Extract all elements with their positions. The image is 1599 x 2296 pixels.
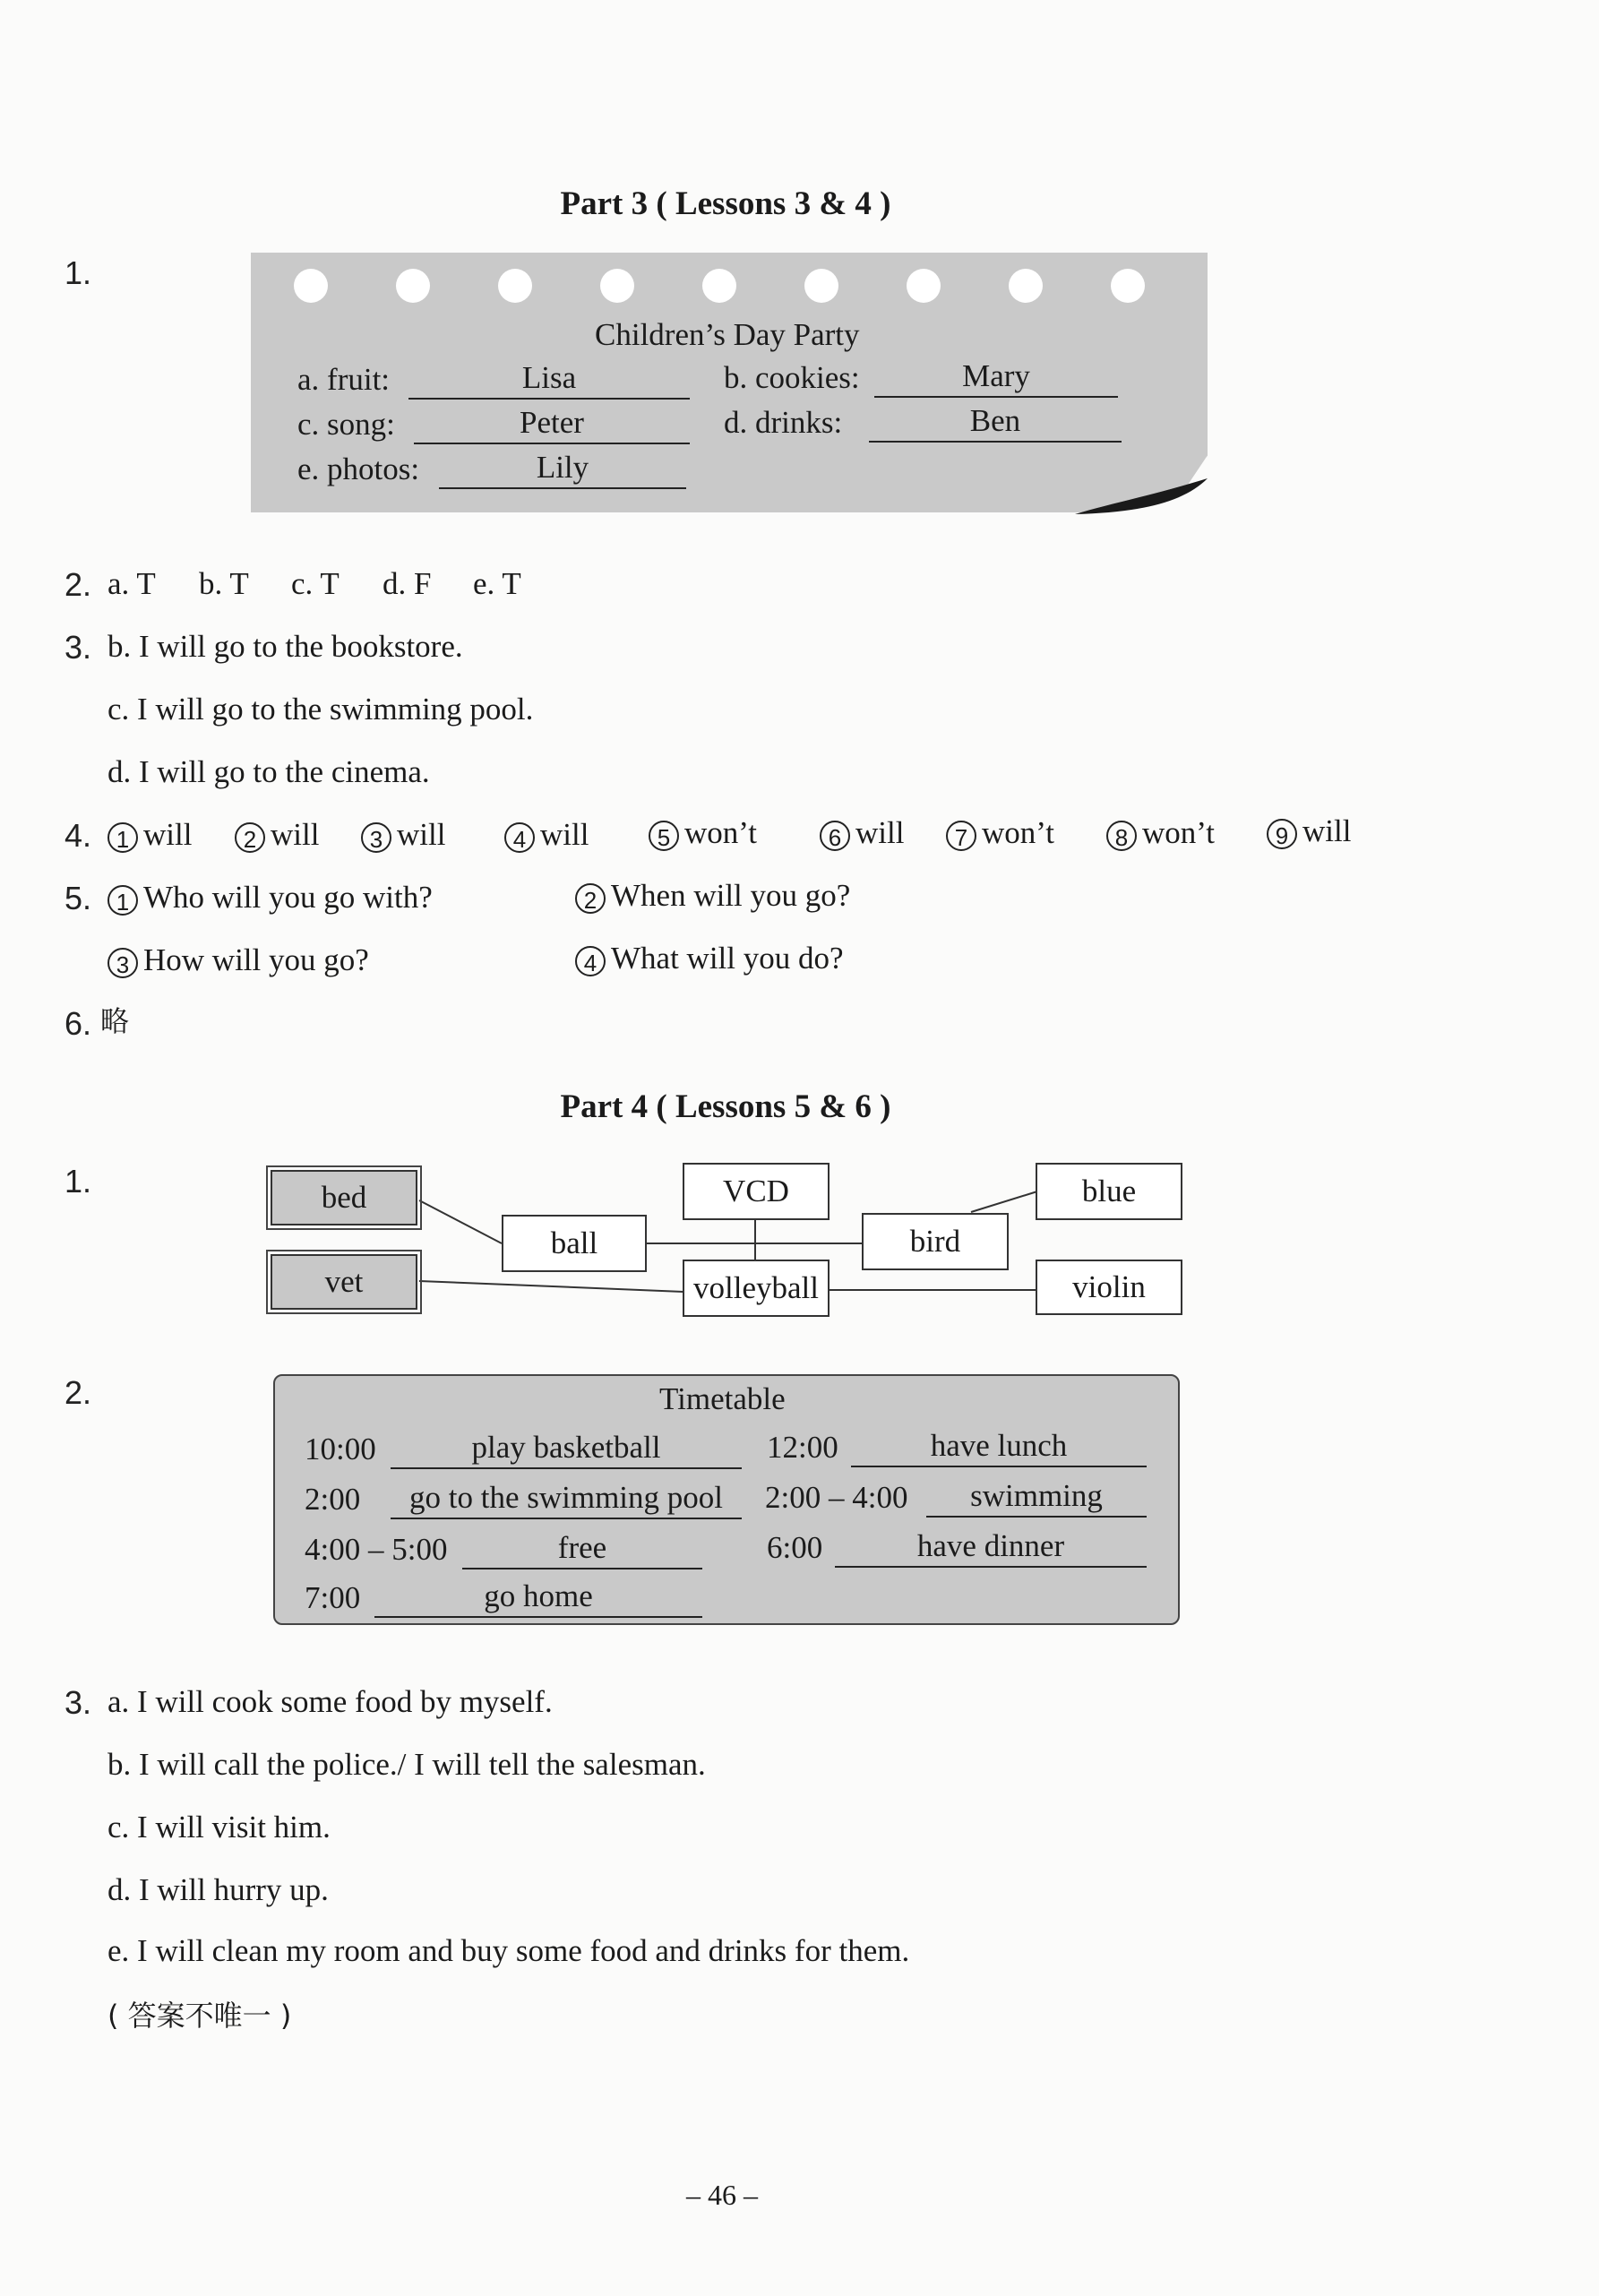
q5-text: How will you go? bbox=[143, 942, 369, 977]
circled-number: 8 bbox=[1106, 821, 1137, 851]
song-answer: Peter bbox=[414, 405, 690, 444]
q5-text: Who will you go with? bbox=[143, 880, 433, 915]
circled-number: 4 bbox=[504, 822, 535, 853]
q4-word: will bbox=[1302, 813, 1352, 848]
q4-word: will bbox=[540, 817, 589, 852]
question-number: 6. bbox=[64, 1005, 92, 1042]
circled-number: 3 bbox=[107, 948, 138, 978]
answer-line: c. I will visit him. bbox=[107, 1810, 331, 1845]
cookies-label: b. cookies: bbox=[724, 360, 860, 395]
tf-answer: a. T bbox=[107, 566, 156, 601]
page-number: – 46 – bbox=[686, 2179, 758, 2211]
q4-word: won’t bbox=[684, 815, 758, 850]
question-number: 2. bbox=[64, 566, 92, 603]
activity-answer: swimming bbox=[926, 1478, 1147, 1518]
activity-answer: have dinner bbox=[835, 1528, 1147, 1568]
word-box-vet: vet bbox=[271, 1254, 417, 1310]
time-label: 12:00 bbox=[767, 1430, 838, 1465]
circled-number: 5 bbox=[649, 821, 679, 851]
q6-text: 略 bbox=[100, 1004, 130, 1038]
q5-text: When will you go? bbox=[611, 878, 851, 913]
question-number: 3. bbox=[64, 629, 92, 666]
answer-line: d. I will go to the cinema. bbox=[107, 754, 430, 789]
circled-number: 1 bbox=[107, 822, 138, 853]
circled-number: 1 bbox=[107, 885, 138, 916]
circled-number: 9 bbox=[1267, 819, 1297, 849]
word-box-vcd: VCD bbox=[683, 1163, 830, 1220]
q4-word: will bbox=[143, 817, 193, 852]
tf-answer: b. T bbox=[199, 566, 249, 601]
drinks-label: d. drinks: bbox=[724, 405, 843, 440]
song-label: c. song: bbox=[297, 407, 395, 442]
cookies-answer: Mary bbox=[874, 358, 1118, 398]
q4-word: won’t bbox=[982, 815, 1055, 850]
question-number: 1. bbox=[64, 1163, 92, 1200]
answer-line: b. I will call the police./ I will tell the salesman. bbox=[107, 1747, 706, 1782]
q4-word: won’t bbox=[1142, 815, 1216, 850]
word-box-bed: bed bbox=[271, 1170, 417, 1225]
part4-heading: Part 4 ( Lessons 5 & 6 ) bbox=[560, 1088, 891, 1125]
word-box-ball: ball bbox=[502, 1215, 647, 1272]
tf-answer: d. F bbox=[383, 566, 432, 601]
question-number: 2. bbox=[64, 1374, 92, 1411]
question-number: 1. bbox=[64, 254, 92, 291]
q4-word: will bbox=[855, 815, 905, 850]
q4-word: will bbox=[397, 817, 446, 852]
circled-number: 2 bbox=[575, 883, 606, 914]
word-box-blue: blue bbox=[1036, 1163, 1182, 1220]
answer-line: d. I will hurry up. bbox=[107, 1872, 329, 1907]
answer-line: b. I will go to the bookstore. bbox=[107, 629, 463, 664]
tf-answer: c. T bbox=[291, 566, 340, 601]
fruit-answer: Lisa bbox=[408, 360, 690, 400]
time-label: 6:00 bbox=[767, 1530, 823, 1565]
fruit-label: a. fruit: bbox=[297, 362, 391, 397]
word-box-volleyball: volleyball bbox=[683, 1260, 830, 1317]
circled-number: 3 bbox=[361, 822, 391, 853]
question-number: 5. bbox=[64, 880, 92, 916]
question-number: 3. bbox=[64, 1684, 92, 1721]
circled-number: 6 bbox=[820, 821, 850, 851]
answer-line: c. I will go to the swimming pool. bbox=[107, 692, 534, 727]
time-label: 7:00 bbox=[305, 1580, 361, 1615]
activity-answer: play basketball bbox=[391, 1430, 742, 1469]
card-title: Children’s Day Party bbox=[595, 317, 860, 352]
q5-text: What will you do? bbox=[611, 941, 844, 976]
activity-answer: free bbox=[462, 1530, 702, 1569]
answer-line: a. I will cook some food by myself. bbox=[107, 1684, 553, 1719]
activity-answer: go to the swimming pool bbox=[391, 1480, 742, 1519]
activity-answer: go home bbox=[374, 1578, 702, 1618]
photos-label: e. photos: bbox=[297, 451, 420, 486]
drinks-answer: Ben bbox=[869, 403, 1122, 443]
time-label: 4:00 – 5:00 bbox=[305, 1532, 448, 1567]
answer-line: e. I will clean my room and buy some food and drinks for them. bbox=[107, 1933, 910, 1968]
note-line: ( 答案不唯一 ) bbox=[107, 1999, 292, 2033]
photos-answer: Lily bbox=[439, 450, 686, 489]
word-box-bird: bird bbox=[862, 1213, 1009, 1270]
time-label: 2:00 – 4:00 bbox=[765, 1480, 908, 1515]
activity-answer: have lunch bbox=[851, 1428, 1147, 1467]
word-box-violin: violin bbox=[1036, 1260, 1182, 1315]
circled-number: 4 bbox=[575, 946, 606, 976]
part3-heading: Part 3 ( Lessons 3 & 4 ) bbox=[560, 185, 891, 222]
circled-number: 7 bbox=[946, 821, 976, 851]
time-label: 10:00 bbox=[305, 1432, 376, 1466]
tf-answer: e. T bbox=[473, 566, 521, 601]
circled-number: 2 bbox=[235, 822, 265, 853]
q4-word: will bbox=[271, 817, 320, 852]
timetable-title: Timetable bbox=[659, 1381, 786, 1416]
time-label: 2:00 bbox=[305, 1482, 361, 1517]
question-number: 4. bbox=[64, 817, 92, 854]
